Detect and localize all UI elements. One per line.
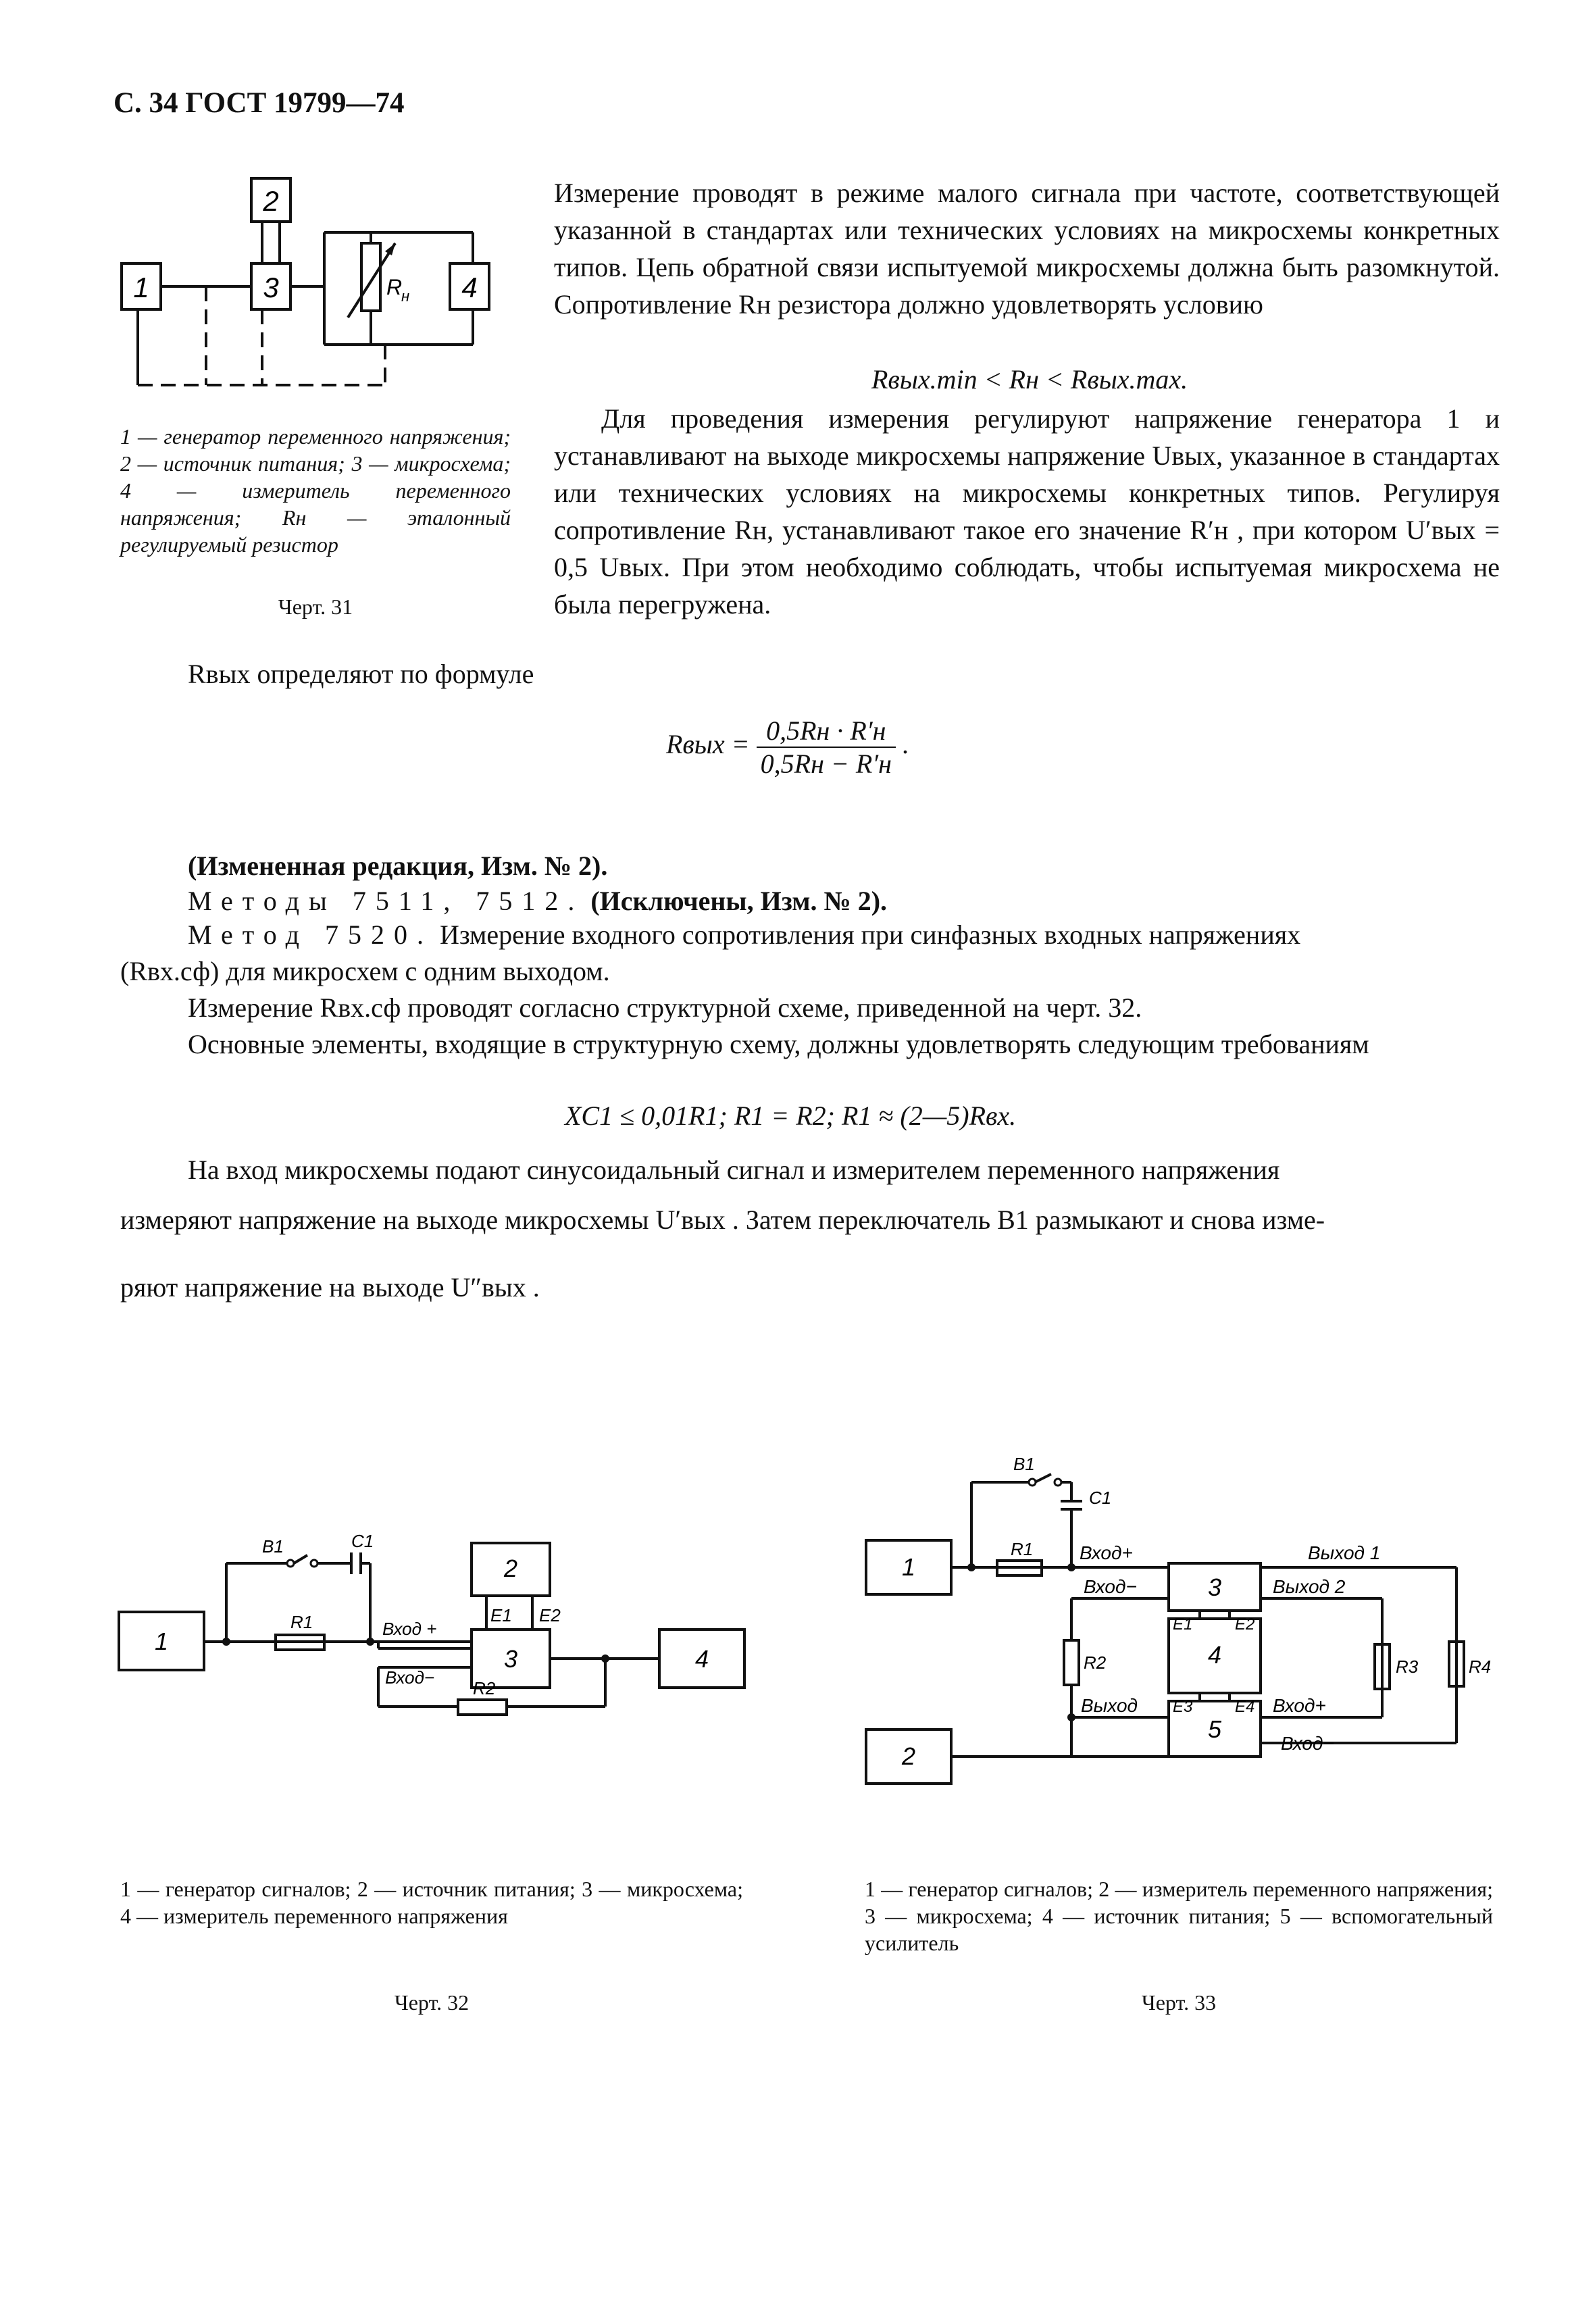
fig31-label-1: 1 bbox=[133, 272, 149, 303]
fig32-label-2: 2 bbox=[503, 1555, 518, 1582]
fig33-label-in-plus: Вход+ bbox=[1080, 1542, 1133, 1563]
fig32-title: Черт. 32 bbox=[394, 1990, 470, 2015]
fig33-label-in-minus-5: Вход− bbox=[1281, 1733, 1334, 1754]
fig33-label-r4: R4 bbox=[1469, 1657, 1492, 1677]
fig32-label-b1: B1 bbox=[262, 1536, 284, 1557]
fig32-label-r2: R2 bbox=[473, 1678, 496, 1698]
method-7520-line1: Метод 7520. Измерение входного сопротивления при синфазных входных напряжениях bbox=[188, 919, 1301, 950]
fig33-resistor-r2 bbox=[1064, 1640, 1079, 1685]
formula-numerator: 0,5Rн · R′н bbox=[757, 715, 896, 748]
paragraph-signal-line1: На вход микросхемы подают синусоидальный сигнал и измерителем переменного напряжения bbox=[188, 1155, 1280, 1185]
paragraph-signal-line2: измеряют напряжение на выходе микросхемы U′вых . Затем переключатель B1 размыкают и снова изме- bbox=[120, 1205, 1325, 1235]
figure-33-diagram bbox=[851, 1439, 1500, 1817]
paragraph-requirements: Основные элементы, входящие в структурную схему, должны удовлетворять следующим требованиям bbox=[188, 1029, 1369, 1059]
fig33-label-r1: R1 bbox=[1011, 1539, 1034, 1559]
fig31-label-3: 3 bbox=[263, 272, 279, 303]
fig33-label-out2: Выход 2 bbox=[1273, 1576, 1346, 1597]
fig32-label-e1: E1 bbox=[490, 1605, 512, 1625]
fig31-label-rn-sub: н bbox=[401, 288, 410, 305]
fig31-caption: 1 — генератор переменного напряжения; 2 — источник питания; 3 — микросхема; 4 — измеритель переменного напряжения; Rн — эталонный регулируемый резистор bbox=[120, 424, 511, 557]
figure-31-diagram bbox=[108, 169, 540, 392]
fig32-resistor-r2 bbox=[458, 1700, 507, 1715]
paragraph-signal-line3: ряют напряжение на выходе U″вых . bbox=[120, 1272, 540, 1303]
fig33-title: Черт. 33 bbox=[1141, 1990, 1217, 2015]
fig33-caption: 1 — генератор сигналов; 2 — измеритель переменного напряжения; 3 — микросхема; 4 — источник питания; 5 — вспомогательный усилитель bbox=[865, 1877, 1493, 1955]
fig32-label-in-plus: Вход + bbox=[382, 1619, 437, 1639]
fig33-label-in-plus-5: Вход+ bbox=[1273, 1695, 1326, 1716]
fig33-label-out: Выход bbox=[1081, 1695, 1138, 1716]
condition-rn: Rвых.min < Rн < Rвых.max. bbox=[871, 364, 1188, 395]
paragraph-measurement-mode: Измерение проводят в режиме малого сигнала при частоте, соответствующей указанной в стандартах или технических условиях на микросхемы конкретных типов. Цепь обратной связи испытуемой микросхемы должна быть разомкнутой. Сопротивление Rн резистора должно удовлетворять условию bbox=[554, 178, 1500, 320]
fig33-label-out1: Выход 1 bbox=[1308, 1542, 1381, 1563]
fig32-label-r1: R1 bbox=[290, 1612, 313, 1632]
fig32-caption: 1 — генератор сигналов; 2 — источник питания; 3 — микросхема; 4 — измеритель переменного напряжения bbox=[120, 1877, 743, 1928]
paragraph-procedure: Для проведения измерения регулируют напряжение генератора 1 и устанавливают на выходе микросхемы напряжение Uвых, указанное в стандартах или технических условиях на микросхемы конкретных типов. Регулируя сопротивление Rн, устанавливают такое его значение R′н , при котором U′вых = 0,5 Uвых. При этом необходимо соблюдать, чтобы испытуемая микросхема не была перегружена. bbox=[554, 403, 1500, 620]
page-header: С. 34 ГОСТ 19799—74 bbox=[113, 87, 405, 119]
fig33-label-r2: R2 bbox=[1084, 1652, 1107, 1673]
fig31-resistor-rn bbox=[361, 243, 380, 311]
figure-32-diagram bbox=[108, 1493, 757, 1790]
methods-excluded: Методы 7511, 7512. (Исключены, Изм. № 2). bbox=[188, 886, 888, 916]
fig33-label-5: 5 bbox=[1207, 1715, 1222, 1743]
edit-note-1: (Измененная редакция, Изм. № 2). bbox=[188, 851, 608, 881]
fig31-label-rn: R bbox=[386, 275, 403, 299]
paragraph-rout-formula-intro: Rвых определяют по формуле bbox=[188, 659, 534, 689]
method-7520-line2: (Rвх.сф) для микросхем с одним выходом. bbox=[120, 956, 610, 986]
formula-end: . bbox=[902, 729, 909, 760]
fig33-label-2: 2 bbox=[901, 1742, 916, 1770]
fig33-label-c1: C1 bbox=[1089, 1488, 1112, 1508]
formula-denominator: 0,5Rн − R′н bbox=[760, 749, 892, 779]
fig32-label-4: 4 bbox=[694, 1645, 709, 1673]
fig32-label-3: 3 bbox=[503, 1645, 518, 1673]
formula-rout bbox=[666, 715, 909, 780]
fig33-label-4: 4 bbox=[1207, 1641, 1222, 1669]
fig33-label-b1: B1 bbox=[1013, 1454, 1035, 1474]
fig33-label-1: 1 bbox=[901, 1553, 916, 1581]
fig33-label-e2: E2 bbox=[1235, 1615, 1255, 1634]
fig32-label-c1: C1 bbox=[351, 1531, 374, 1551]
fig33-label-e4: E4 bbox=[1235, 1698, 1255, 1716]
fig32-label-e2: E2 bbox=[539, 1605, 561, 1625]
fig31-label-4: 4 bbox=[461, 272, 478, 303]
fig33-label-e3: E3 bbox=[1173, 1698, 1193, 1716]
fig33-label-r3: R3 bbox=[1396, 1657, 1419, 1677]
fig31-title: Черт. 31 bbox=[278, 595, 353, 619]
fig33-label-in-minus: Вход− bbox=[1084, 1576, 1137, 1597]
fig33-label-3: 3 bbox=[1207, 1573, 1222, 1601]
paragraph-rin-measurement: Измерение Rвх.сф проводят согласно структурной схеме, приведенной на черт. 32. bbox=[188, 992, 1142, 1023]
fig32-label-in-minus: Вход− bbox=[385, 1667, 435, 1688]
formula-lhs: Rвых = bbox=[666, 729, 750, 760]
fig32-label-1: 1 bbox=[154, 1627, 169, 1655]
fig33-label-e1: E1 bbox=[1173, 1615, 1193, 1634]
condition-elements: XC1 ≤ 0,01R1; R1 = R2; R1 ≈ (2—5)Rвх. bbox=[565, 1101, 1017, 1131]
fig31-label-2: 2 bbox=[263, 185, 279, 217]
